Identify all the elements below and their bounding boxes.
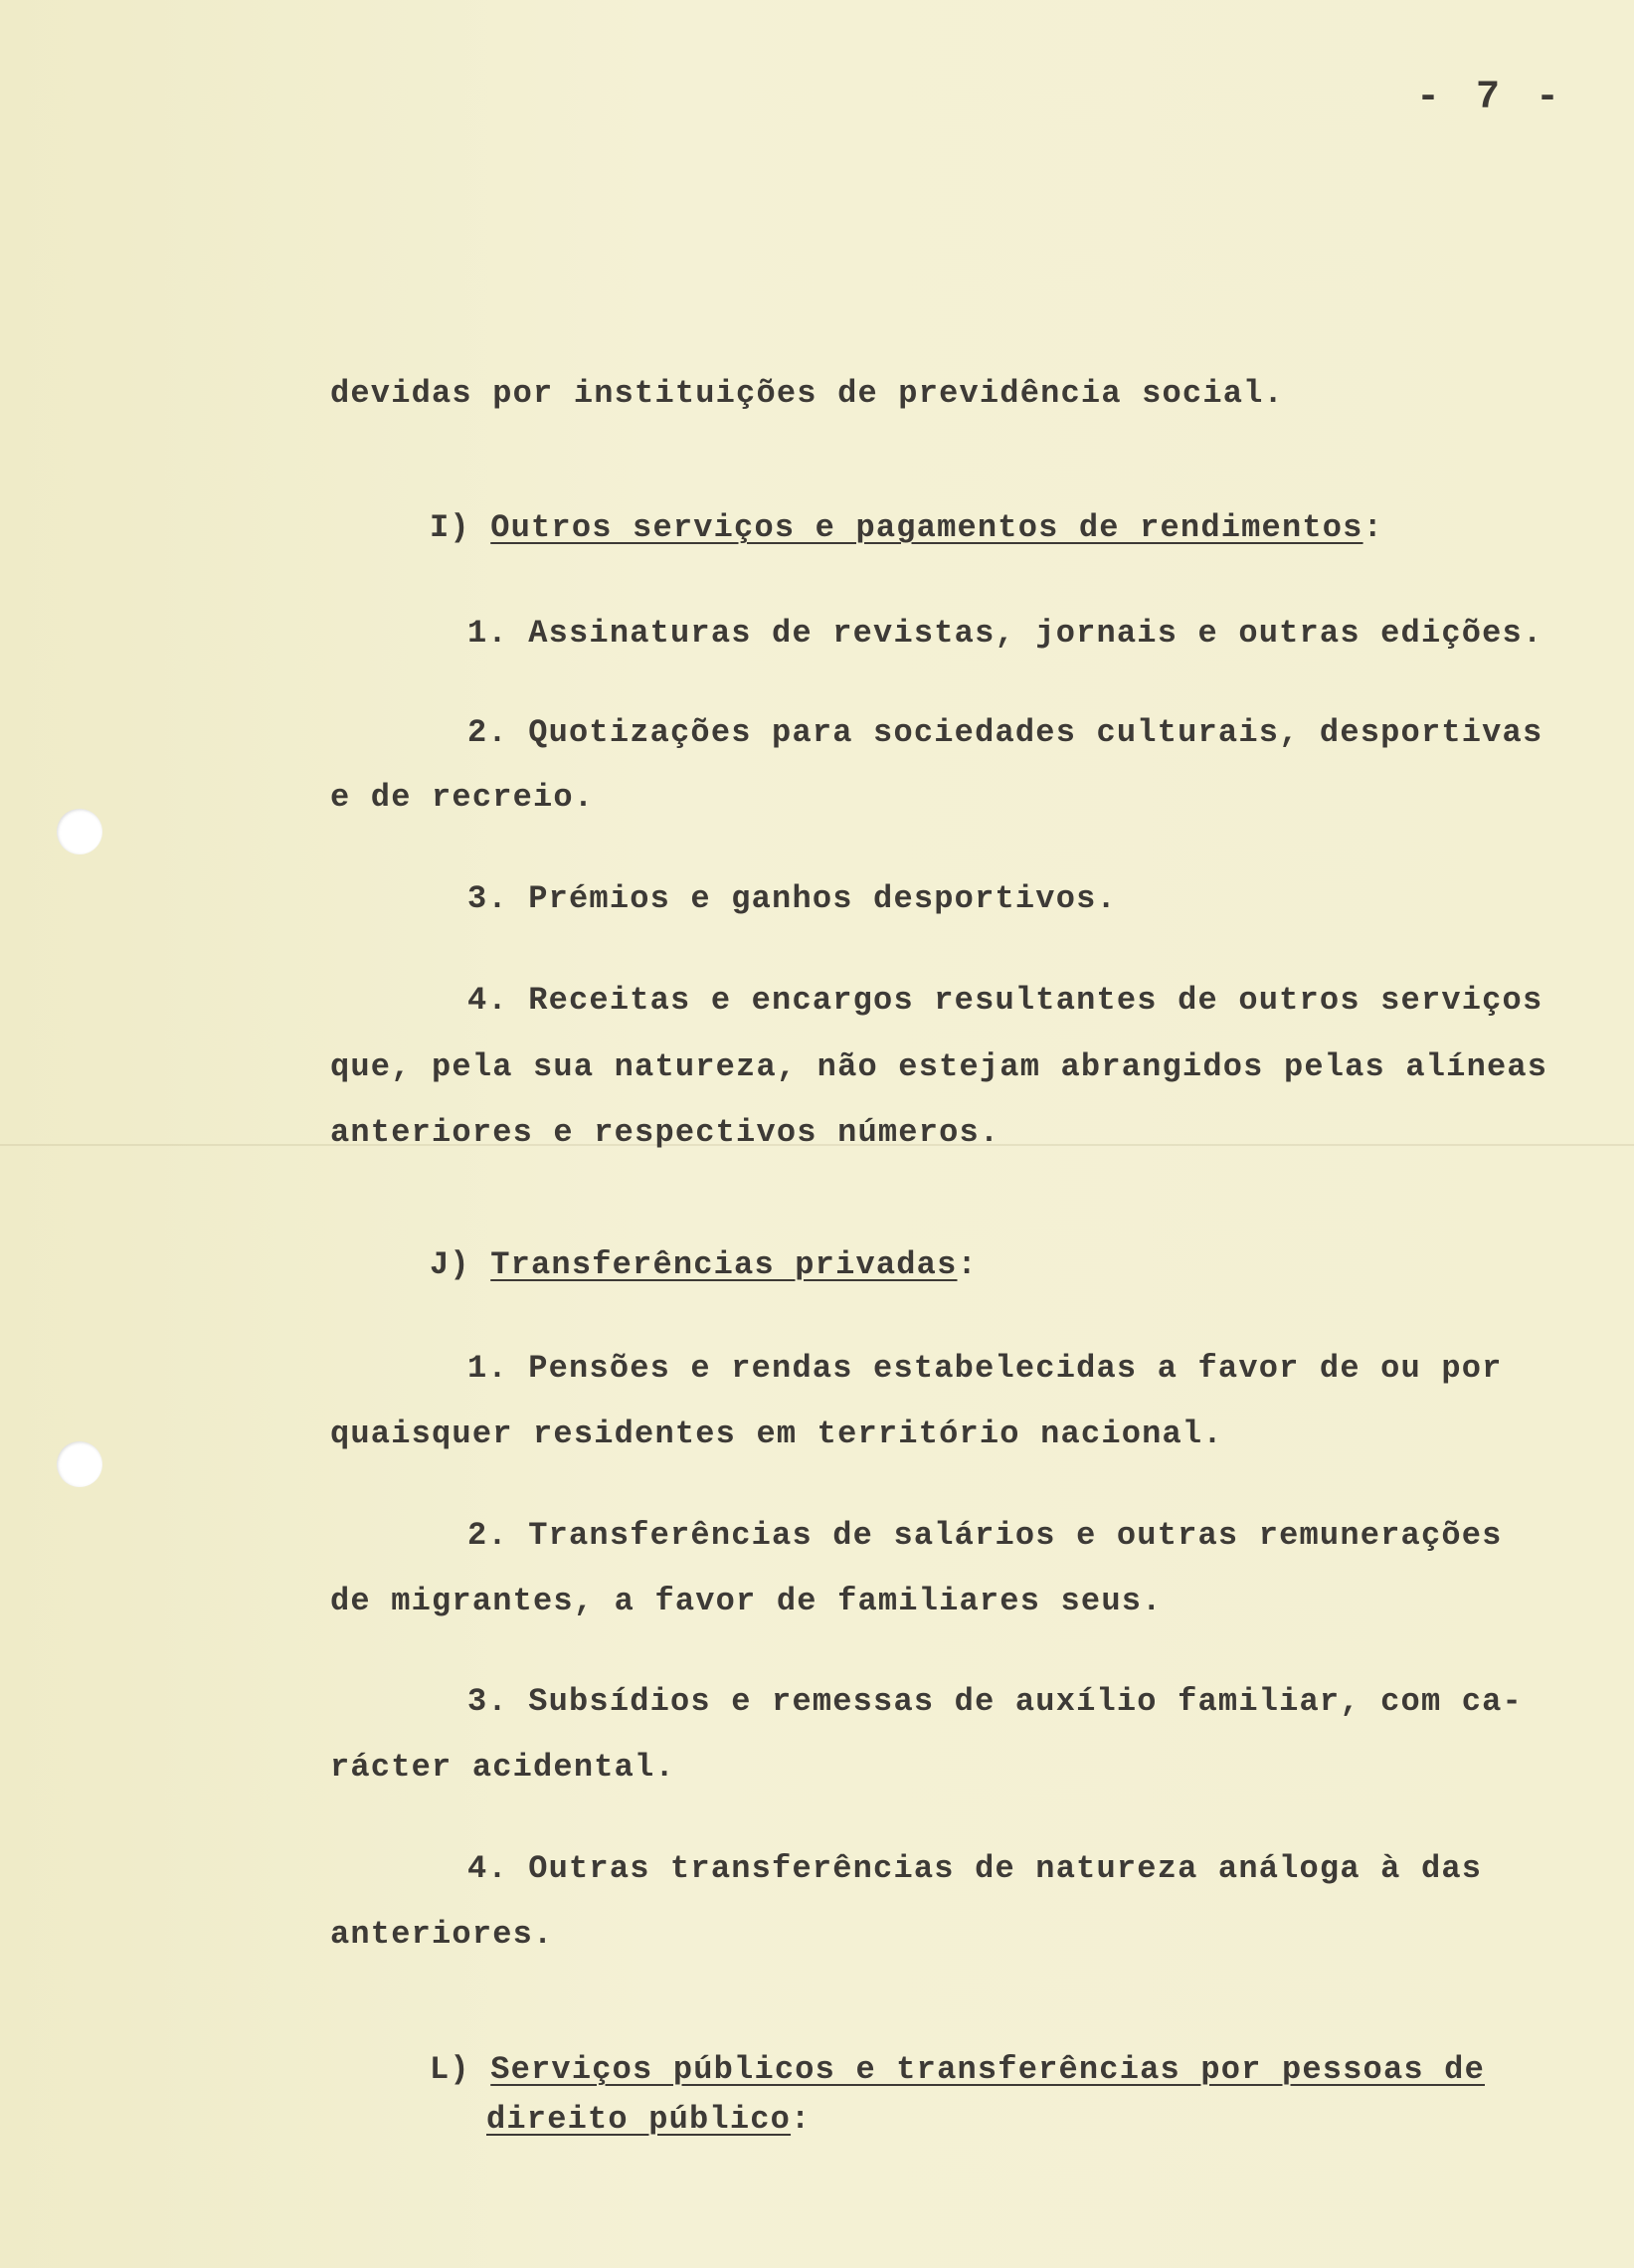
section-j-item-4-cont: anteriores. [330,1916,554,1953]
section-j-item-1: 1. Pensões e rendas estabelecidas a favor de ou por [467,1350,1503,1387]
section-i-item-1: 1. Assinaturas de revistas, jornais e outras edições. [467,615,1543,652]
section-j-item-3-cont: rácter acidental. [330,1749,675,1786]
section-i-item-2: 2. Quotizações para sociedades culturais, desportivas [467,714,1543,751]
section-l-title-line-1: Serviços públicos e transferências por pessoas de [490,2051,1485,2088]
section-i-heading [430,509,1383,546]
section-i-item-2-cont: e de recreio. [330,779,595,816]
section-i-title: Outros serviços e pagamentos de rendimentos [490,509,1363,546]
section-j-item-2: 2. Transferências de salários e outras remunerações [467,1517,1503,1554]
section-j-item-3: 3. Subsídios e remessas de auxílio familiar, com ca- [467,1683,1523,1720]
punch-hole [57,1441,102,1487]
section-l-title-line-2: direito público [486,2101,792,2138]
section-i-item-4: 4. Receitas e encargos resultantes de outros serviços [467,982,1543,1019]
section-j-heading [430,1246,978,1283]
section-i-item-4-cont: que, pela sua natureza, não estejam abrangidos pelas alíneas [330,1048,1548,1085]
page-number: - 7 - [1416,76,1566,120]
section-j-item-2-cont: de migrantes, a favor de familiares seus. [330,1583,1163,1619]
section-l-letter: L) [430,2051,470,2088]
section-j-item-1-cont: quaisquer residentes em território nacional. [330,1416,1223,1452]
section-i-colon: : [1362,509,1383,546]
punch-hole [57,809,102,854]
section-i-letter: I) [430,509,470,546]
section-l-colon: : [791,2101,812,2138]
section-j-item-4: 4. Outras transferências de natureza análoga à das [467,1850,1483,1887]
section-i-item-3: 3. Prémios e ganhos desportivos. [467,880,1117,917]
intro-line: devidas por instituições de previdência social. [330,375,1284,412]
section-l-heading-cont [486,2101,811,2138]
section-j-letter: J) [430,1246,470,1283]
section-l-heading [430,2051,1485,2088]
section-j-colon: : [957,1246,978,1283]
section-i-item-4-cont: anteriores e respectivos números. [330,1114,1000,1151]
section-j-title: Transferências privadas [490,1246,958,1283]
